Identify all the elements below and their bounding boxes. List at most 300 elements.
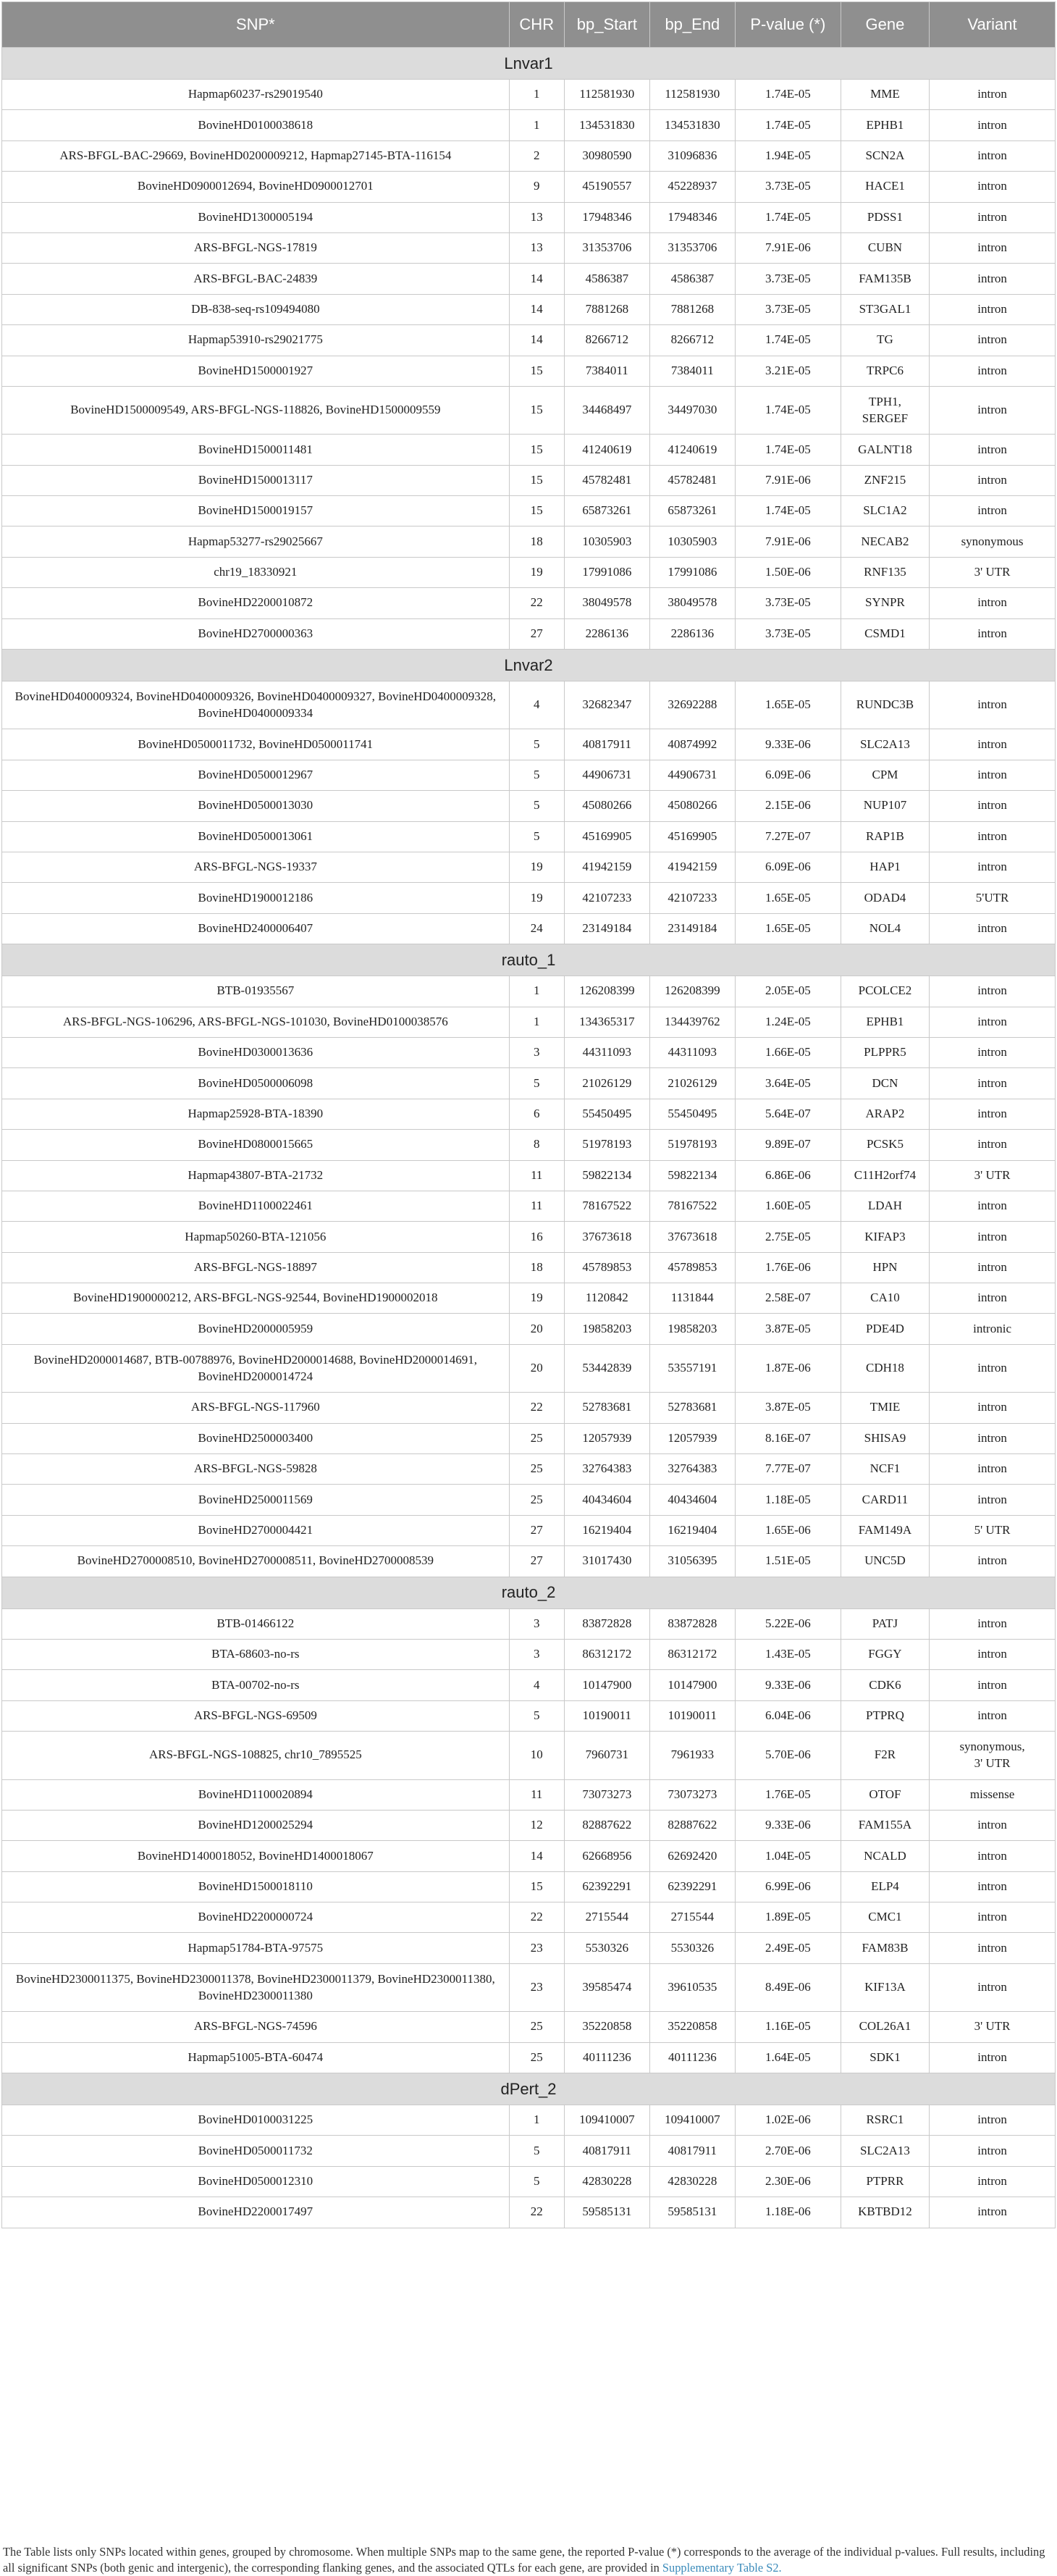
group-row	[2, 650, 1056, 681]
cell-p-value: 7.91E-06	[735, 232, 841, 263]
cell-gene: ZNF215	[841, 465, 929, 495]
cell-bp-end: 35220858	[649, 2012, 735, 2042]
cell-p-value: 3.73E-05	[735, 172, 841, 202]
cell-p-value: 1.24E-05	[735, 1007, 841, 1037]
cell-snp: Hapmap25928-BTA-18390	[2, 1099, 510, 1129]
cell-snp: Hapmap50260-BTA-121056	[2, 1222, 510, 1252]
table-row	[2, 729, 1056, 760]
cell-chr: 5	[509, 729, 564, 760]
cell-bp-end: 32764383	[649, 1454, 735, 1485]
cell-bp-end: 12057939	[649, 1423, 735, 1453]
cell-bp-start: 62392291	[564, 1871, 649, 1902]
cell-gene: PDE4D	[841, 1314, 929, 1344]
cell-p-value: 2.58E-07	[735, 1283, 841, 1314]
supplementary-link[interactable]: Supplementary Table S2.	[662, 2561, 782, 2575]
cell-p-value: 8.16E-07	[735, 1423, 841, 1453]
cell-snp: BovineHD1500001927	[2, 356, 510, 386]
cell-variant: intron	[930, 1454, 1056, 1485]
cell-snp: ARS-BFGL-NGS-19337	[2, 852, 510, 882]
cell-gene: ODAD4	[841, 883, 929, 913]
table-footnote	[3, 2544, 1053, 2576]
cell-variant: intron	[930, 1933, 1056, 1963]
cell-snp: BovineHD0500013030	[2, 791, 510, 821]
table-row	[2, 386, 1056, 434]
cell-bp-end: 40874992	[649, 729, 735, 760]
cell-chr: 19	[509, 852, 564, 882]
cell-bp-start: 39585474	[564, 1963, 649, 2011]
cell-p-value: 2.05E-05	[735, 976, 841, 1007]
cell-p-value: 6.09E-06	[735, 760, 841, 790]
cell-bp-start: 2715544	[564, 1902, 649, 1933]
cell-chr: 19	[509, 1283, 564, 1314]
cell-snp: BovineHD0800015665	[2, 1130, 510, 1160]
cell-p-value: 1.74E-05	[735, 80, 841, 110]
cell-chr: 14	[509, 294, 564, 324]
cell-variant: intron	[930, 110, 1056, 140]
cell-chr: 27	[509, 1515, 564, 1545]
table-row	[2, 588, 1056, 618]
cell-gene: MME	[841, 80, 929, 110]
cell-chr: 14	[509, 1841, 564, 1871]
cell-variant: 3' UTR	[930, 557, 1056, 587]
cell-snp: BTA-00702-no-rs	[2, 1670, 510, 1700]
cell-p-value: 1.74E-05	[735, 110, 841, 140]
cell-chr: 15	[509, 356, 564, 386]
table-row	[2, 465, 1056, 495]
cell-gene: HAP1	[841, 852, 929, 882]
cell-bp-end: 41942159	[649, 852, 735, 882]
cell-gene: TPH1, SERGEF	[841, 386, 929, 434]
cell-variant: intron	[930, 80, 1056, 110]
cell-variant: intron	[930, 1037, 1056, 1067]
cell-p-value: 3.73E-05	[735, 294, 841, 324]
cell-chr: 25	[509, 2012, 564, 2042]
cell-variant: missense	[930, 1779, 1056, 1810]
table-row	[2, 1670, 1056, 1700]
cell-snp: BovineHD2700008510, BovineHD2700008511, BovineHD2700008539	[2, 1546, 510, 1577]
cell-variant: 5'UTR	[930, 883, 1056, 913]
cell-p-value: 2.30E-06	[735, 2166, 841, 2197]
table-row	[2, 435, 1056, 465]
cell-bp-start: 109410007	[564, 2105, 649, 2136]
cell-p-value: 9.33E-06	[735, 1810, 841, 1840]
cell-bp-end: 23149184	[649, 913, 735, 944]
table-row	[2, 821, 1056, 852]
cell-chr: 24	[509, 913, 564, 944]
cell-variant: intron	[930, 1546, 1056, 1577]
table-row	[2, 760, 1056, 790]
cell-p-value: 3.73E-05	[735, 264, 841, 294]
cell-chr: 1	[509, 976, 564, 1007]
cell-bp-start: 17991086	[564, 557, 649, 587]
cell-gene: KIF13A	[841, 1963, 929, 2011]
cell-gene: HACE1	[841, 172, 929, 202]
snp-table	[1, 1, 1056, 2228]
cell-gene: RSRC1	[841, 2105, 929, 2136]
cell-snp: BovineHD1900012186	[2, 883, 510, 913]
cell-p-value: 6.04E-06	[735, 1700, 841, 1731]
cell-bp-start: 112581930	[564, 80, 649, 110]
cell-snp: BovineHD0500011732	[2, 2136, 510, 2166]
cell-p-value: 1.76E-06	[735, 1252, 841, 1283]
cell-p-value: 1.74E-05	[735, 435, 841, 465]
table-row	[2, 2136, 1056, 2166]
cell-bp-end: 62392291	[649, 1871, 735, 1902]
table-row	[2, 618, 1056, 649]
cell-bp-start: 59585131	[564, 2197, 649, 2228]
cell-gene: CA10	[841, 1283, 929, 1314]
cell-gene: PTPRQ	[841, 1700, 929, 1731]
table-row	[2, 140, 1056, 171]
cell-gene: KIFAP3	[841, 1222, 929, 1252]
table-row	[2, 1608, 1056, 1639]
cell-bp-end: 52783681	[649, 1393, 735, 1423]
cell-bp-end: 2715544	[649, 1902, 735, 1933]
cell-variant: intron	[930, 791, 1056, 821]
cell-gene: TRPC6	[841, 356, 929, 386]
cell-gene: TMIE	[841, 1393, 929, 1423]
cell-p-value: 1.74E-05	[735, 496, 841, 526]
cell-p-value: 1.50E-06	[735, 557, 841, 587]
cell-snp: BovineHD1100022461	[2, 1191, 510, 1221]
cell-bp-end: 59585131	[649, 2197, 735, 2228]
cell-gene: SDK1	[841, 2042, 929, 2073]
header-row	[2, 2, 1056, 48]
cell-bp-end: 45169905	[649, 821, 735, 852]
cell-bp-start: 38049578	[564, 588, 649, 618]
cell-gene: ELP4	[841, 1871, 929, 1902]
cell-variant: intron	[930, 1841, 1056, 1871]
cell-bp-end: 112581930	[649, 80, 735, 110]
cell-gene: FAM135B	[841, 264, 929, 294]
cell-p-value: 1.66E-05	[735, 1037, 841, 1067]
cell-p-value: 3.21E-05	[735, 356, 841, 386]
cell-bp-start: 41942159	[564, 852, 649, 882]
table-row	[2, 1344, 1056, 1392]
cell-bp-end: 7881268	[649, 294, 735, 324]
cell-bp-start: 62668956	[564, 1841, 649, 1871]
cell-chr: 13	[509, 232, 564, 263]
cell-bp-start: 73073273	[564, 1779, 649, 1810]
table-row	[2, 1933, 1056, 1963]
cell-bp-end: 10305903	[649, 526, 735, 557]
table-row	[2, 1314, 1056, 1344]
cell-p-value: 1.65E-06	[735, 1515, 841, 1545]
cell-bp-start: 31353706	[564, 232, 649, 263]
cell-bp-end: 83872828	[649, 1608, 735, 1639]
cell-gene: NECAB2	[841, 526, 929, 557]
cell-bp-end: 42830228	[649, 2166, 735, 2197]
table-row	[2, 2105, 1056, 2136]
cell-gene: CPM	[841, 760, 929, 790]
cell-chr: 10	[509, 1732, 564, 1779]
cell-p-value: 1.76E-05	[735, 1779, 841, 1810]
cell-bp-end: 126208399	[649, 976, 735, 1007]
cell-chr: 5	[509, 760, 564, 790]
cell-snp: Hapmap60237-rs29019540	[2, 80, 510, 110]
cell-bp-end: 5530326	[649, 1933, 735, 1963]
cell-snp: BovineHD1400018052, BovineHD1400018067	[2, 1841, 510, 1871]
cell-bp-start: 12057939	[564, 1423, 649, 1453]
cell-p-value: 3.73E-05	[735, 588, 841, 618]
cell-bp-end: 59822134	[649, 1160, 735, 1191]
cell-variant: 5' UTR	[930, 1515, 1056, 1545]
cell-p-value: 1.74E-05	[735, 202, 841, 232]
table-row	[2, 1160, 1056, 1191]
table-row	[2, 294, 1056, 324]
group-title: rauto_1	[2, 944, 1056, 976]
cell-bp-start: 44311093	[564, 1037, 649, 1067]
table-row	[2, 1485, 1056, 1515]
cell-p-value: 1.16E-05	[735, 2012, 841, 2042]
header-variant: Variant	[930, 2, 1056, 48]
cell-chr: 18	[509, 526, 564, 557]
cell-variant: 3' UTR	[930, 2012, 1056, 2042]
cell-snp: BovineHD0500012967	[2, 760, 510, 790]
cell-p-value: 1.94E-05	[735, 140, 841, 171]
cell-chr: 14	[509, 264, 564, 294]
cell-bp-end: 1131844	[649, 1283, 735, 1314]
cell-gene: CDK6	[841, 1670, 929, 1700]
cell-bp-start: 134531830	[564, 110, 649, 140]
cell-snp: Hapmap53277-rs29025667	[2, 526, 510, 557]
cell-bp-start: 35220858	[564, 2012, 649, 2042]
cell-variant: intron	[930, 496, 1056, 526]
cell-variant: 3' UTR	[930, 1160, 1056, 1191]
cell-bp-end: 41240619	[649, 435, 735, 465]
cell-bp-start: 7960731	[564, 1732, 649, 1779]
cell-chr: 2	[509, 140, 564, 171]
cell-p-value: 1.89E-05	[735, 1902, 841, 1933]
group-title: Lnvar2	[2, 650, 1056, 681]
cell-variant: intron	[930, 729, 1056, 760]
cell-bp-end: 134439762	[649, 1007, 735, 1037]
cell-snp: BovineHD1200025294	[2, 1810, 510, 1840]
table-row	[2, 1810, 1056, 1840]
cell-gene: FAM83B	[841, 1933, 929, 1963]
cell-bp-start: 4586387	[564, 264, 649, 294]
cell-bp-end: 31056395	[649, 1546, 735, 1577]
cell-variant: intron	[930, 2136, 1056, 2166]
cell-variant: intron	[930, 618, 1056, 649]
cell-snp: BTA-68603-no-rs	[2, 1639, 510, 1669]
cell-p-value: 2.15E-06	[735, 791, 841, 821]
cell-chr: 9	[509, 172, 564, 202]
cell-snp: BovineHD2500011569	[2, 1485, 510, 1515]
cell-bp-end: 45228937	[649, 172, 735, 202]
cell-p-value: 2.49E-05	[735, 1933, 841, 1963]
cell-bp-end: 44311093	[649, 1037, 735, 1067]
cell-bp-end: 45782481	[649, 465, 735, 495]
table-row	[2, 1779, 1056, 1810]
table-row	[2, 1007, 1056, 1037]
cell-chr: 25	[509, 1485, 564, 1515]
cell-gene: CDH18	[841, 1344, 929, 1392]
cell-chr: 12	[509, 1810, 564, 1840]
table-row	[2, 325, 1056, 356]
cell-variant: intron	[930, 1393, 1056, 1423]
cell-chr: 15	[509, 496, 564, 526]
cell-chr: 3	[509, 1639, 564, 1669]
cell-variant: intron	[930, 465, 1056, 495]
cell-chr: 22	[509, 1393, 564, 1423]
cell-variant: intron	[930, 140, 1056, 171]
table-row	[2, 1252, 1056, 1283]
cell-chr: 15	[509, 386, 564, 434]
table-row	[2, 1423, 1056, 1453]
cell-p-value: 3.87E-05	[735, 1393, 841, 1423]
cell-gene: KBTBD12	[841, 2197, 929, 2228]
table-row	[2, 1454, 1056, 1485]
cell-gene: ARAP2	[841, 1099, 929, 1129]
cell-snp: BTB-01466122	[2, 1608, 510, 1639]
cell-variant: intron	[930, 264, 1056, 294]
cell-snp: BovineHD2000005959	[2, 1314, 510, 1344]
table-row	[2, 80, 1056, 110]
cell-chr: 5	[509, 791, 564, 821]
cell-gene: PCOLCE2	[841, 976, 929, 1007]
cell-snp: BovineHD1500009549, ARS-BFGL-NGS-118826, BovineHD1500009559	[2, 386, 510, 434]
cell-bp-start: 59822134	[564, 1160, 649, 1191]
cell-bp-start: 82887622	[564, 1810, 649, 1840]
cell-bp-end: 37673618	[649, 1222, 735, 1252]
table-row	[2, 264, 1056, 294]
cell-gene: RUNDC3B	[841, 681, 929, 729]
cell-variant: intron	[930, 202, 1056, 232]
cell-bp-start: 86312172	[564, 1639, 649, 1669]
table-row	[2, 1037, 1056, 1067]
cell-variant: intron	[930, 1902, 1056, 1933]
cell-bp-start: 55450495	[564, 1099, 649, 1129]
cell-variant: intron	[930, 1700, 1056, 1731]
group-title: dPert_2	[2, 2073, 1056, 2105]
cell-gene: SYNPR	[841, 588, 929, 618]
cell-bp-end: 40817911	[649, 2136, 735, 2166]
cell-variant: intron	[930, 1099, 1056, 1129]
cell-variant: intron	[930, 1639, 1056, 1669]
cell-bp-start: 17948346	[564, 202, 649, 232]
cell-bp-start: 83872828	[564, 1608, 649, 1639]
cell-chr: 27	[509, 1546, 564, 1577]
cell-bp-start: 16219404	[564, 1515, 649, 1545]
cell-bp-end: 16219404	[649, 1515, 735, 1545]
cell-variant: intron	[930, 1068, 1056, 1099]
table-row	[2, 232, 1056, 263]
cell-gene: GALNT18	[841, 435, 929, 465]
cell-p-value: 1.18E-06	[735, 2197, 841, 2228]
table-body	[2, 48, 1056, 2228]
cell-gene: SHISA9	[841, 1423, 929, 1453]
cell-variant: intronic	[930, 1314, 1056, 1344]
cell-bp-start: 21026129	[564, 1068, 649, 1099]
cell-gene: NCF1	[841, 1454, 929, 1485]
cell-bp-end: 53557191	[649, 1344, 735, 1392]
cell-snp: chr19_18330921	[2, 557, 510, 587]
cell-bp-start: 5530326	[564, 1933, 649, 1963]
cell-variant: intron	[930, 232, 1056, 263]
cell-variant: intron	[930, 435, 1056, 465]
cell-bp-start: 126208399	[564, 976, 649, 1007]
cell-gene: EPHB1	[841, 110, 929, 140]
cell-variant: intron	[930, 1191, 1056, 1221]
cell-variant: intron	[930, 1963, 1056, 2011]
header-bp-start: bp_Start	[564, 2, 649, 48]
cell-snp: BovineHD2200017497	[2, 2197, 510, 2228]
cell-snp: BovineHD2700000363	[2, 618, 510, 649]
header-bp-end: bp_End	[649, 2, 735, 48]
cell-variant: intron	[930, 588, 1056, 618]
cell-bp-start: 30980590	[564, 140, 649, 171]
cell-chr: 5	[509, 2166, 564, 2197]
cell-bp-start: 10305903	[564, 526, 649, 557]
cell-p-value: 1.60E-05	[735, 1191, 841, 1221]
cell-snp: ARS-BFGL-BAC-24839	[2, 264, 510, 294]
cell-chr: 15	[509, 435, 564, 465]
cell-chr: 13	[509, 202, 564, 232]
table-row	[2, 1700, 1056, 1731]
cell-p-value: 1.65E-05	[735, 681, 841, 729]
cell-bp-end: 44906731	[649, 760, 735, 790]
cell-snp: Hapmap51784-BTA-97575	[2, 1933, 510, 1963]
cell-chr: 15	[509, 1871, 564, 1902]
cell-variant: intron	[930, 821, 1056, 852]
cell-chr: 5	[509, 1700, 564, 1731]
cell-gene: EPHB1	[841, 1007, 929, 1037]
cell-bp-end: 65873261	[649, 496, 735, 526]
cell-snp: BovineHD2500003400	[2, 1423, 510, 1453]
cell-snp: ARS-BFGL-NGS-17819	[2, 232, 510, 263]
cell-gene: PLPPR5	[841, 1037, 929, 1067]
cell-gene: CMC1	[841, 1902, 929, 1933]
cell-p-value: 1.64E-05	[735, 2042, 841, 2073]
table-row	[2, 1841, 1056, 1871]
cell-bp-start: 65873261	[564, 496, 649, 526]
cell-chr: 5	[509, 2136, 564, 2166]
table-row	[2, 2042, 1056, 2073]
cell-gene: FGGY	[841, 1639, 929, 1669]
cell-snp: BovineHD2000014687, BTB-00788976, BovineHD2000014688, BovineHD2000014691, BovineHD2000014724	[2, 1344, 510, 1392]
cell-chr: 15	[509, 465, 564, 495]
table-row	[2, 172, 1056, 202]
table-row	[2, 1222, 1056, 1252]
cell-bp-start: 40817911	[564, 2136, 649, 2166]
cell-bp-end: 45080266	[649, 791, 735, 821]
group-title: rauto_2	[2, 1577, 1056, 1608]
cell-bp-start: 1120842	[564, 1283, 649, 1314]
cell-gene: CSMD1	[841, 618, 929, 649]
cell-chr: 1	[509, 80, 564, 110]
cell-p-value: 1.65E-05	[735, 913, 841, 944]
cell-gene: DCN	[841, 1068, 929, 1099]
cell-snp: BovineHD2700004421	[2, 1515, 510, 1545]
cell-variant: intron	[930, 913, 1056, 944]
cell-p-value: 1.02E-06	[735, 2105, 841, 2136]
cell-snp: BovineHD1500019157	[2, 496, 510, 526]
cell-variant: intron	[930, 976, 1056, 1007]
cell-gene: COL26A1	[841, 2012, 929, 2042]
cell-bp-end: 38049578	[649, 588, 735, 618]
cell-chr: 3	[509, 1608, 564, 1639]
cell-gene: ST3GAL1	[841, 294, 929, 324]
table-row	[2, 913, 1056, 944]
cell-bp-start: 45190557	[564, 172, 649, 202]
cell-snp: Hapmap43807-BTA-21732	[2, 1160, 510, 1191]
cell-bp-end: 82887622	[649, 1810, 735, 1840]
group-row	[2, 2073, 1056, 2105]
cell-snp: ARS-BFGL-NGS-117960	[2, 1393, 510, 1423]
cell-gene: C11H2orf74	[841, 1160, 929, 1191]
cell-snp: ARS-BFGL-NGS-59828	[2, 1454, 510, 1485]
